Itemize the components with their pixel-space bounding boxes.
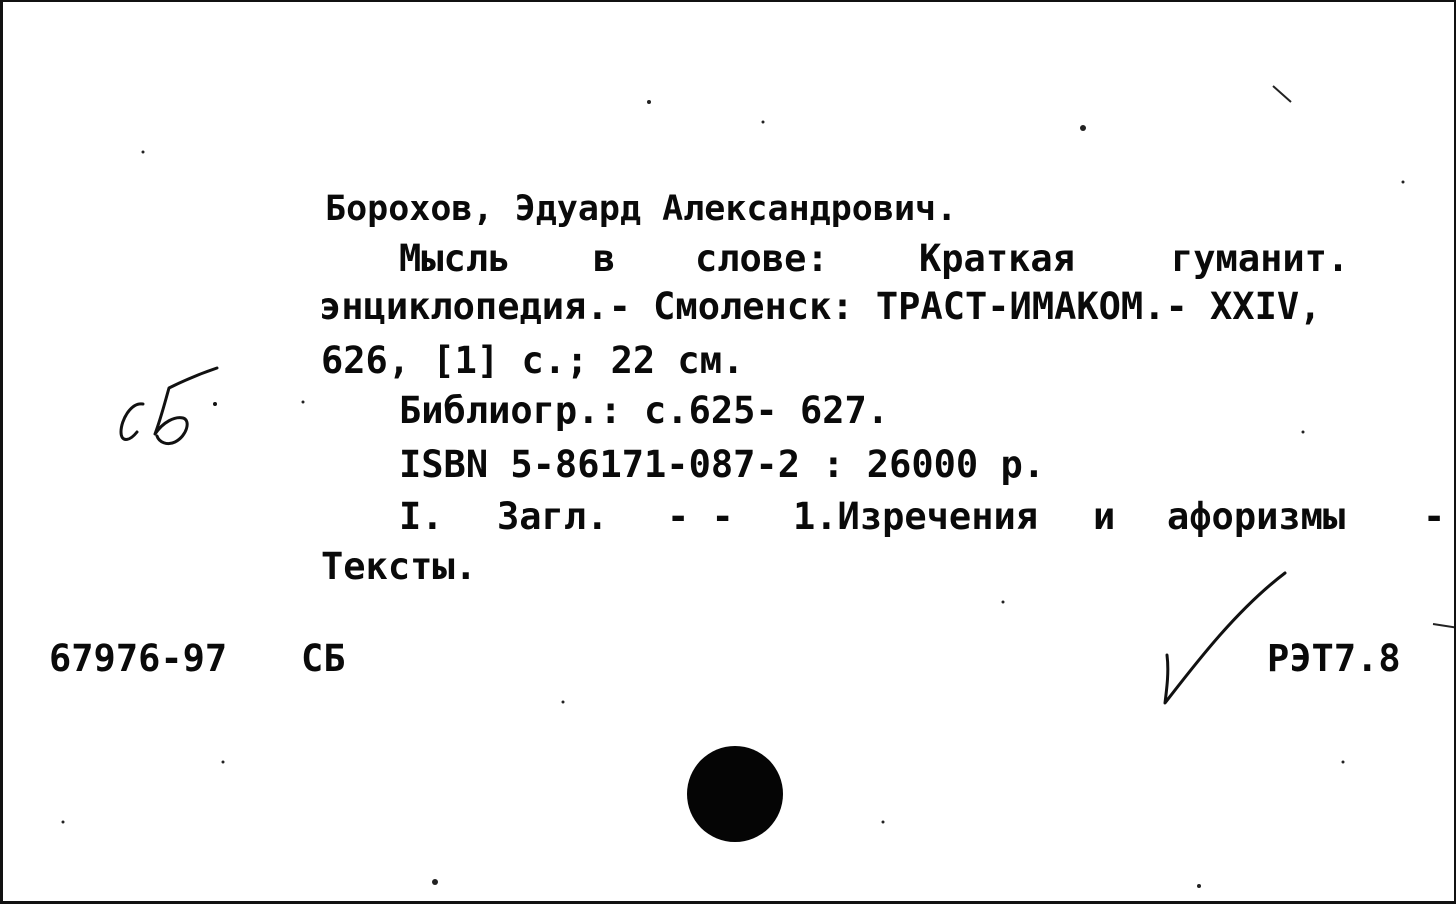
imprint-pages: 626, [1] с.; 22 см. xyxy=(321,339,745,382)
subject-token: Загл. xyxy=(497,495,609,538)
title-word: в xyxy=(593,237,616,280)
classification-code: РЭТ7.8 xyxy=(1267,637,1401,680)
title-word: слове: xyxy=(695,237,829,280)
bibliography-note: Библиогр.: с.625- 627. xyxy=(399,389,890,432)
subject-token: - - xyxy=(667,495,734,538)
isbn-line: ISBN 5-86171-087-2 : 26000 р. xyxy=(399,443,1046,486)
punch-hole-icon xyxy=(687,746,783,842)
author-line: Борохов, Эдуард Александрович. xyxy=(325,189,958,229)
title-word: Краткая xyxy=(919,237,1075,280)
subject-token: I. xyxy=(399,495,444,538)
subject-token: - xyxy=(1423,495,1446,538)
handwritten-sb-icon xyxy=(113,362,223,452)
subject-token: 1.Изречения xyxy=(793,495,1039,538)
subject-token: и xyxy=(1093,495,1116,538)
checkmark-icon xyxy=(1153,567,1293,712)
title-word: Мысль xyxy=(399,237,511,280)
title-line-2: энциклопедия.- Смоленск: ТРАСТ-ИМАКОМ.- XXIV, xyxy=(319,285,1322,328)
accession-number: 67976-97 xyxy=(49,637,228,680)
subject-token: афоризмы xyxy=(1167,495,1346,538)
title-word: гуманит. xyxy=(1171,237,1350,280)
collection-code: СБ xyxy=(301,637,346,680)
subject-continuation: Тексты. xyxy=(321,545,477,588)
